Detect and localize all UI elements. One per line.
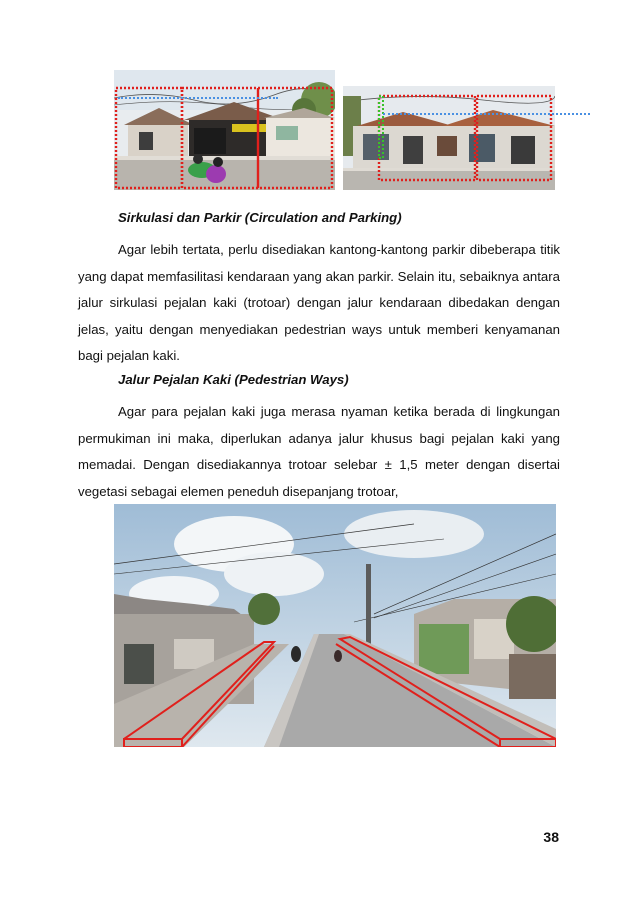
house-facade-photo-right (343, 86, 555, 190)
section-heading-circulation: Sirkulasi dan Parkir (Circulation and Parking) (118, 210, 402, 225)
guide-dotted-line-left (118, 97, 278, 99)
paragraph-pedestrian (78, 399, 560, 505)
paragraph-circulation (78, 237, 560, 370)
page-number: 38 (543, 829, 559, 845)
paragraph-pedestrian-text: Agar para pejalan kaki juga merasa nyaman ketika berada di lingkungan permukiman ini maka, diperlukan adanya jalur khusus bagi pejalan kaki yang memadai. Dengan disediakannya trotoar selebar ± 1,5 meter dengan disertai vegetasi sebagai elemen peneduh disepanjang trotoar, (78, 404, 560, 499)
house-facade-photo-left (114, 70, 335, 190)
street-sidewalk-photo (114, 504, 556, 747)
guide-dotted-line-right (383, 113, 590, 115)
paragraph-circulation-text: Agar lebih tertata, perlu disediakan kantong-kantong parkir dibeberapa titik yang dapat memfasilitasi kendaraan yang akan parkir. Selain itu, sebaiknya antara jalur sirkulasi pejalan kaki (trotoar) dengan jalur kendaraan dibedakan dengan jelas, yaitu dengan menyediakan pedestrian ways untuk memberi kenyamanan bagi pejalan kaki. (78, 242, 560, 363)
section-heading-pedestrian: Jalur Pejalan Kaki (Pedestrian Ways) (118, 372, 349, 387)
